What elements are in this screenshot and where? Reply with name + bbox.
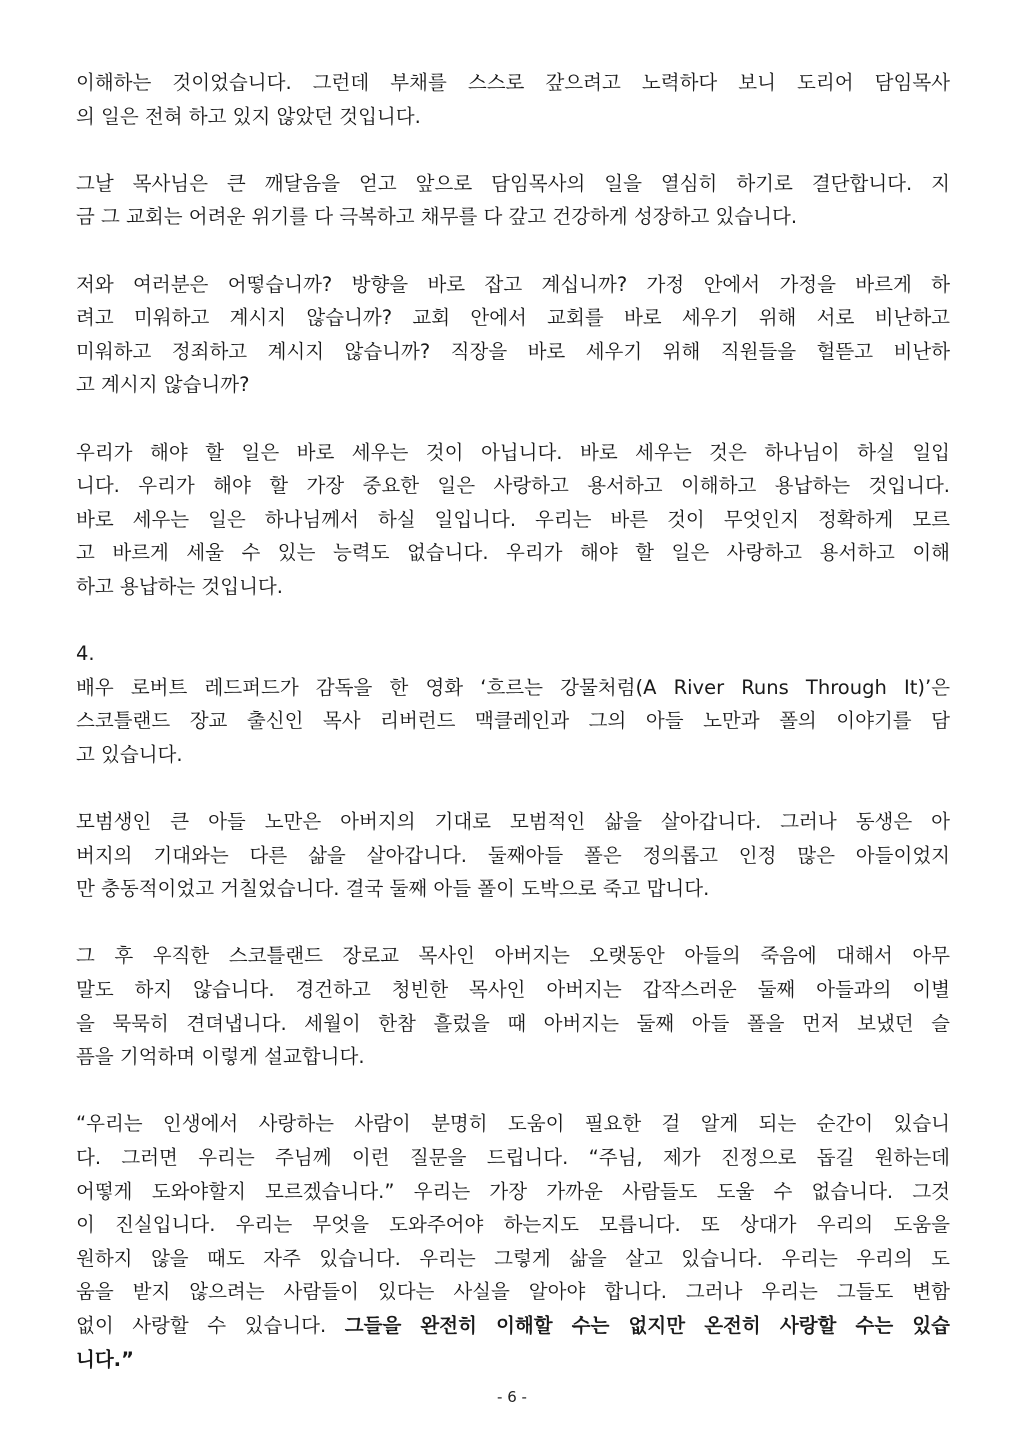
- text-line: 만 충동적이었고 거칠었습니다. 결국 둘째 아들 폴이 도박으로 죽고 맙니다.: [76, 877, 710, 901]
- text-line: 말도 하지 않습니다. 경건하고 청빈한 목사인 아버지는 갑작스러운 둘째 아들과의 이별: [76, 978, 950, 1002]
- paragraph-1: [76, 66, 950, 133]
- paragraph-2: [76, 167, 950, 234]
- text-line: 금 그 교회는 어려운 위기를 다 극복하고 채무를 다 갚고 건강하게 성장하고 있습니다.: [76, 205, 798, 229]
- text-line: 버지의 기대와는 다른 삶을 살아갑니다. 둘째아들 폴은 정의롭고 인정 많은 아들이었지: [76, 843, 950, 867]
- text-line: 모범생인 큰 아들 노만은 아버지의 기대로 모범적인 삶을 살아갑니다. 그러나 동생은 아: [76, 810, 950, 834]
- text-line: 미워하고 정죄하고 계시지 않습니까? 직장을 바로 세우기 위해 직원들을 헐뜯고 비난하: [76, 339, 950, 363]
- paragraph-4: [76, 436, 950, 604]
- text-line: “우리는 인생에서 사랑하는 사람이 분명히 도움이 필요한 걸 알게 되는 순간이 있습니: [76, 1112, 950, 1136]
- text-line: 다. 그러면 우리는 주님께 이런 질문을 드립니다. “주님, 제가 진정으로 돕길 원하는데: [76, 1146, 950, 1169]
- text-line: 어떻게 도와야할지 모르겠습니다.” 우리는 가장 가까운 사람들도 도울 수 없습니다. 그것: [76, 1179, 950, 1203]
- text-line: 의 일은 전혀 하고 있지 않았던 것입니다.: [76, 104, 421, 128]
- paragraph-7: [76, 939, 950, 1073]
- paragraph-6: [76, 805, 950, 906]
- bold-text-line: 니다.”: [76, 1347, 134, 1371]
- text-line: 픔을 기억하며 이렇게 설교합니다.: [76, 1045, 365, 1069]
- text-line-mixed: [76, 1309, 950, 1343]
- sermon-quote: [76, 1107, 950, 1376]
- text-line: 그 후 우직한 스코틀랜드 장로교 목사인 아버지는 오랫동안 아들의 죽음에 대해서 아무: [76, 944, 950, 968]
- text-line: 고 계시지 않습니까?: [76, 373, 250, 397]
- text-line: 하고 용납하는 것입니다.: [76, 574, 283, 598]
- text-line: 이 진실입니다. 우리는 무엇을 도와주어야 하는지도 모릅니다. 또 상대가 우리의 도움을: [76, 1213, 950, 1237]
- text-line: 스코틀랜드 장교 출신인 목사 리버런드 맥클레인과 그의 아들 노만과 폴의 이야기를 담: [76, 709, 950, 733]
- bold-text: 그들을 완전히 이해할 수는 없지만 온전히 사랑할 수는 있습: [344, 1313, 950, 1337]
- text-line: 이해하는 것이었습니다. 그런데 부채를 스스로 갚으려고 노력하다 보니 도리어 담임목사: [76, 71, 950, 94]
- page-body: [76, 66, 950, 1410]
- text-line: 바로 세우는 일은 하나님께서 하실 일입니다. 우리는 바른 것이 무엇인지 정확하게 모르: [76, 507, 950, 531]
- plain-text: 없이 사랑할 수 있습니다.: [76, 1313, 345, 1337]
- text-line: 고 있습니다.: [76, 742, 183, 766]
- text-line: 고 바르게 세울 수 있는 능력도 없습니다. 우리가 해야 할 일은 사랑하고 용서하고 이해: [76, 541, 950, 565]
- section-number: 4.: [76, 642, 95, 666]
- text-line: 려고 미워하고 계시지 않습니까? 교회 안에서 교회를 바로 세우기 위해 서로 비난하고: [76, 306, 950, 330]
- text-line: 배우 로버트 레드퍼드가 감독을 한 영화 ‘흐르는 강물처럼(A River Runs Through It)’은: [76, 675, 950, 699]
- text-line: 니다. 우리가 해야 할 가장 중요한 일은 사랑하고 용서하고 이해하고 용납하는 것입니다.: [76, 474, 950, 498]
- text-line: 그날 목사님은 큰 깨달음을 얻고 앞으로 담임목사의 일을 열심히 하기로 결단합니다. 지: [76, 171, 950, 195]
- text-line: 저와 여러분은 어떻습니까? 방향을 바로 잡고 계십니까? 가정 안에서 가정을 바르게 하: [76, 272, 950, 296]
- page-number: - 6 -: [497, 1388, 527, 1406]
- text-line: 움을 받지 않으려는 사람들이 있다는 사실을 알아야 합니다. 그러나 우리는 그들도 변함: [76, 1280, 950, 1304]
- section-4: [76, 637, 950, 771]
- text-line: 을 묵묵히 견뎌냅니다. 세월이 한참 흘렀을 때 아버지는 둘째 아들 폴을 먼저 보냈던 슬: [76, 1011, 950, 1035]
- text-line: 우리가 해야 할 일은 바로 세우는 것이 아닙니다. 바로 세우는 것은 하나님이 하실 일입: [76, 440, 950, 464]
- text-line: 원하지 않을 때도 자주 있습니다. 우리는 그렇게 삶을 살고 있습니다. 우리는 우리의 도: [76, 1246, 950, 1270]
- paragraph-3: [76, 268, 950, 402]
